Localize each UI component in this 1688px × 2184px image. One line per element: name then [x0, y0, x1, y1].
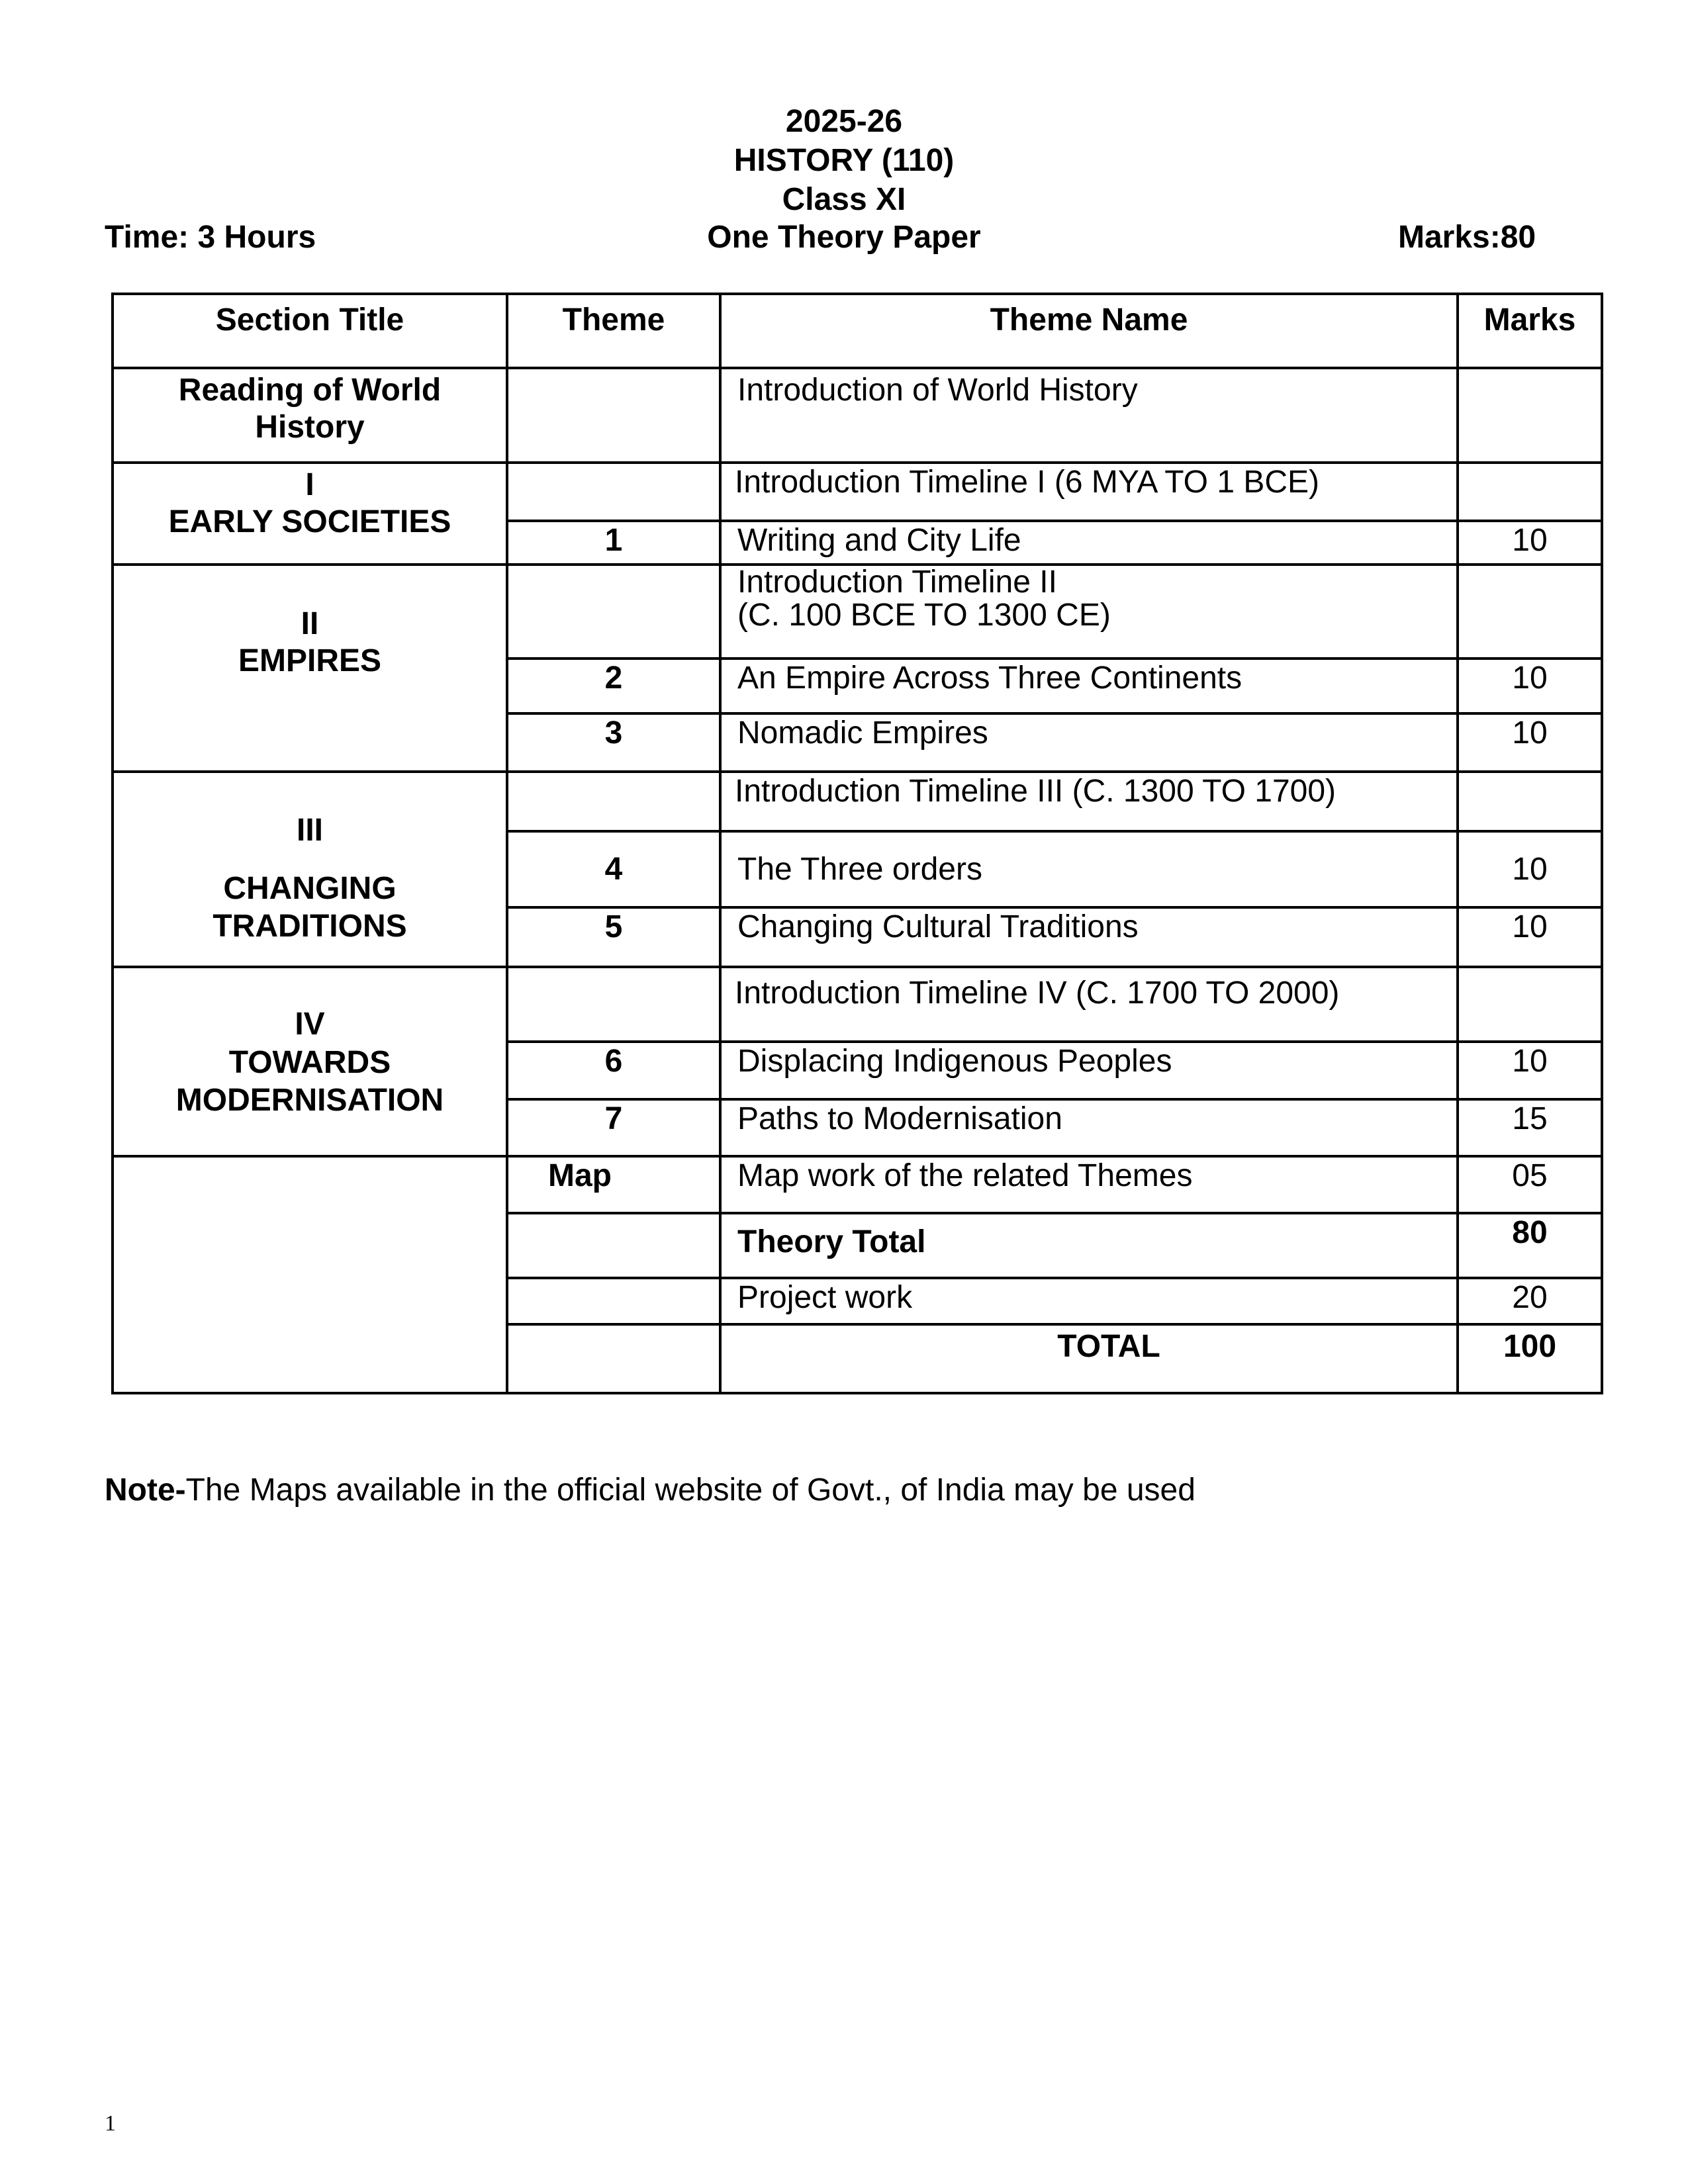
column-header-theme-name: Theme Name [720, 294, 1458, 368]
section-reading-world-history [113, 368, 507, 463]
note-label: Note- [105, 1473, 186, 1508]
theme-number: 3 [507, 713, 720, 772]
theory-total-label: Theory Total [720, 1213, 1458, 1278]
theme-name-line: (C. 100 BCE TO 1300 CE) [737, 598, 1111, 633]
theory-total-marks: 80 [1458, 1213, 1602, 1278]
note [105, 1472, 1196, 1508]
theme-name: Introduction Timeline IV (C. 1700 TO 2000) [720, 967, 1458, 1042]
theme-number: 6 [507, 1042, 720, 1099]
paper-type: One Theory Paper [707, 220, 981, 255]
theme-marks [1458, 368, 1602, 463]
theme-marks: 10 [1458, 521, 1602, 565]
theme-number [507, 1324, 720, 1393]
table-row [113, 368, 1602, 463]
theme-name: Nomadic Empires [720, 713, 1458, 772]
theme-number [507, 565, 720, 659]
theme-name: Map work of the related Themes [720, 1156, 1458, 1213]
section-empty [113, 1156, 507, 1393]
column-header-marks: Marks [1458, 294, 1602, 368]
section-title-line: MODERNISATION [175, 1083, 444, 1118]
section-numeral: IV [295, 1007, 325, 1042]
theme-marks [1458, 463, 1602, 521]
section-title: EMPIRES [238, 643, 382, 679]
theme-number: 1 [507, 521, 720, 565]
theme-name: Displacing Indigenous Peoples [720, 1042, 1458, 1099]
theme-number [507, 463, 720, 521]
section-title-line: TRADITIONS [212, 909, 407, 944]
table-row [113, 967, 1602, 1042]
page-number: 1 [105, 2111, 116, 2136]
theme-name: An Empire Across Three Continents [720, 659, 1458, 713]
table-row [113, 772, 1602, 831]
syllabus-table [111, 293, 1603, 1394]
theme-name: Project work [720, 1278, 1458, 1324]
section-empires [113, 565, 507, 772]
column-header-section-title: Section Title [113, 294, 507, 368]
theme-number: Map [507, 1156, 720, 1213]
theme-marks: 10 [1458, 659, 1602, 713]
theme-name: Writing and City Life [720, 521, 1458, 565]
theme-number: 5 [507, 907, 720, 967]
theme-number: 4 [507, 831, 720, 907]
theme-number: 7 [507, 1099, 720, 1156]
theme-marks: 10 [1458, 907, 1602, 967]
max-marks: Marks:80 [1398, 220, 1536, 255]
section-title: EARLY SOCIETIES [168, 504, 451, 540]
theme-name [720, 565, 1458, 659]
theme-number: 2 [507, 659, 720, 713]
theme-name: Changing Cultural Traditions [720, 907, 1458, 967]
section-changing-traditions [113, 772, 507, 967]
table-row [113, 565, 1602, 659]
section-title-line: TOWARDS [228, 1044, 391, 1080]
document-subject: HISTORY (110) [733, 143, 955, 178]
theme-name: Paths to Modernisation [720, 1099, 1458, 1156]
section-numeral: III [296, 813, 323, 848]
note-text: The Maps available in the official website of Govt., of India may be used [185, 1473, 1196, 1508]
theme-number [507, 1213, 720, 1278]
section-early-societies [113, 463, 507, 565]
theme-marks [1458, 565, 1602, 659]
theme-number [507, 1278, 720, 1324]
document-class: Class XI [782, 182, 906, 217]
table-row [113, 1156, 1602, 1213]
theme-marks [1458, 772, 1602, 831]
grand-total-marks: 100 [1458, 1324, 1602, 1393]
theme-marks: 20 [1458, 1278, 1602, 1324]
section-numeral: I [305, 467, 314, 502]
section-title-line: History [255, 410, 365, 445]
theme-number [507, 967, 720, 1042]
grand-total-label: TOTAL [720, 1324, 1458, 1393]
document-year: 2025-26 [785, 104, 903, 139]
theme-marks: 10 [1458, 831, 1602, 907]
table-header-row [113, 294, 1602, 368]
theme-number [507, 772, 720, 831]
theme-marks: 10 [1458, 713, 1602, 772]
theme-name: The Three orders [720, 831, 1458, 907]
exam-time: Time: 3 Hours [105, 220, 316, 255]
theme-number [507, 368, 720, 463]
section-numeral: II [301, 606, 319, 641]
section-towards-modernisation [113, 967, 507, 1156]
column-header-theme: Theme [507, 294, 720, 368]
theme-name: Introduction of World History [720, 368, 1458, 463]
theme-marks [1458, 967, 1602, 1042]
theme-marks: 15 [1458, 1099, 1602, 1156]
section-title-line: Reading of World [178, 373, 442, 408]
table-row [113, 463, 1602, 521]
theme-name: Introduction Timeline III (C. 1300 TO 1700) [720, 772, 1458, 831]
theme-marks: 05 [1458, 1156, 1602, 1213]
theme-name-line: Introduction Timeline II [737, 565, 1057, 600]
theme-marks: 10 [1458, 1042, 1602, 1099]
section-title-line: CHANGING [223, 870, 397, 906]
theme-name: Introduction Timeline I (6 MYA TO 1 BCE) [720, 463, 1458, 521]
